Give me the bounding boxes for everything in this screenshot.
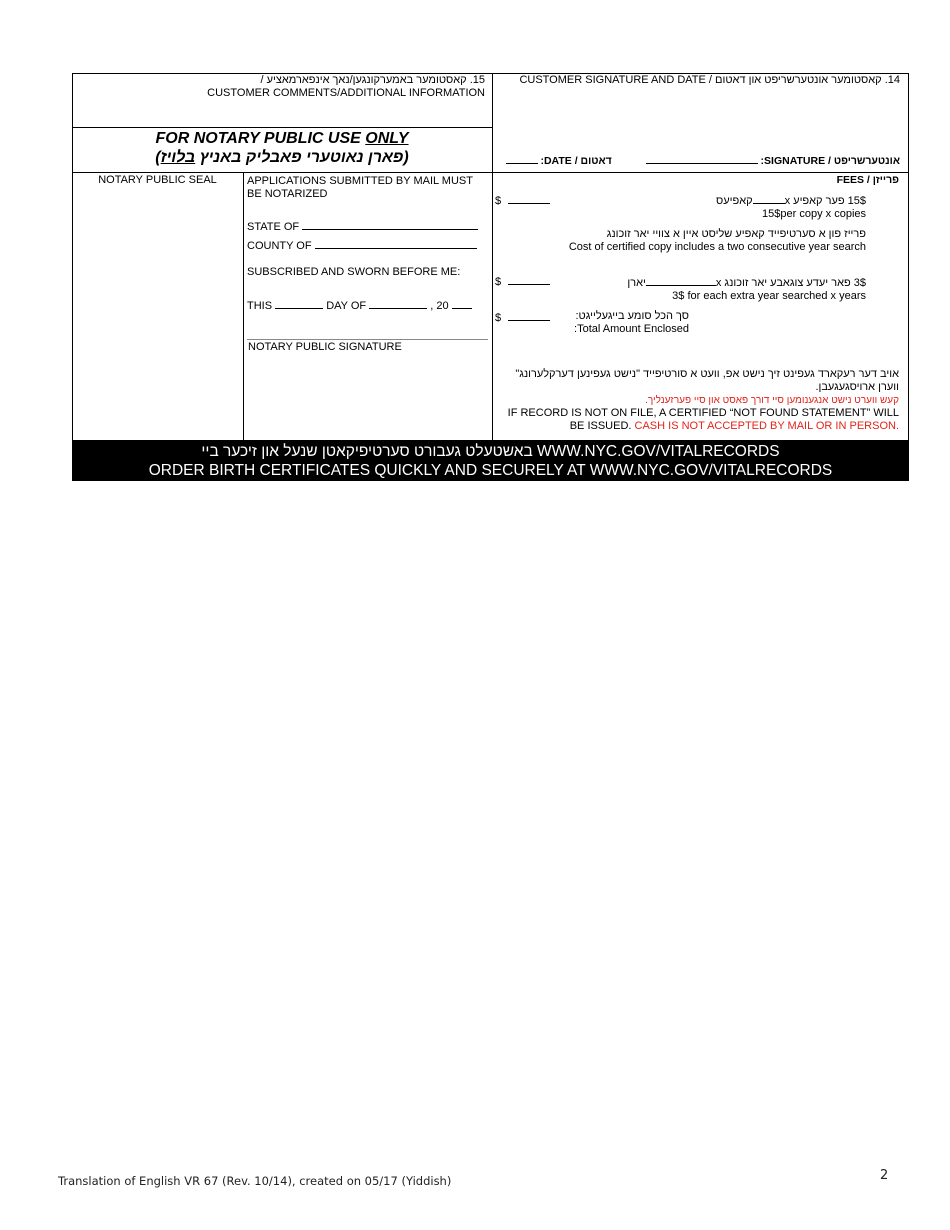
total-amount-field[interactable] bbox=[508, 310, 550, 321]
signature-field[interactable] bbox=[646, 153, 758, 164]
customer-comments-section bbox=[80, 74, 485, 100]
extra-years-fee-text: 3$ פאר יעדע צוגאבע יאר זוכונג xיארן 3$ for each extra year searched x years bbox=[560, 275, 866, 303]
total-amount-yiddish: סך הכל סומע בייגעלייגט: bbox=[575, 310, 689, 322]
customer-comments-title-english: CUSTOMER COMMENTS/ADDITIONAL INFORMATION bbox=[207, 87, 485, 99]
certified-copy-yiddish: פרייז פון א סערטיפייד קאפיע שליסט איין א צוויי יאר זוכונג bbox=[606, 228, 866, 240]
customer-comments-field[interactable] bbox=[76, 104, 488, 124]
state-field[interactable] bbox=[302, 219, 478, 230]
county-field[interactable] bbox=[315, 238, 477, 249]
customer-signature-title: 14. קאסטומער אונטערשריפט און דאטום / CUSTOMER SIGNATURE AND DATE bbox=[519, 74, 900, 86]
state-row bbox=[247, 219, 487, 234]
order-banner bbox=[72, 440, 909, 481]
divider-notary-header-bottom bbox=[72, 172, 909, 173]
banner-line-english: ORDER BIRTH CERTIFICATES QUICKLY AND SECURELY AT WWW.NYC.GOV/VITALRECORDS bbox=[148, 462, 833, 479]
customer-comments-title-yiddish: 15. קאסטומער באמערקונגען/נאך אינפארמאציע / bbox=[260, 74, 485, 86]
cash-english: CASH IS NOT ACCEPTED BY MAIL OR IN PERSON. bbox=[634, 420, 899, 432]
not-found-notice bbox=[500, 368, 899, 433]
state-label: STATE OF bbox=[247, 221, 300, 233]
copies-count-field[interactable] bbox=[753, 193, 785, 204]
banner-line-yiddish: WWW.NYC.GOV/VITALRECORDS באשטעלט געבורט סערטיפיקאטן שנעל און זיכער ביי bbox=[201, 443, 780, 460]
month-field[interactable] bbox=[369, 298, 427, 309]
copies-amount-row bbox=[495, 193, 550, 208]
notary-signature-line[interactable] bbox=[247, 339, 488, 340]
copies-fee-english: 15$per copy x copies bbox=[762, 208, 866, 220]
notary-header-english: FOR NOTARY PUBLIC USE ONLY bbox=[155, 130, 409, 147]
not-found-english: IF RECORD IS NOT ON FILE, A CERTIFIED “NOT FOUND STATEMENT” WILL BE ISSUED. CASH IS NOT ACCEPTED BY MAIL OR IN PERSON. bbox=[507, 407, 899, 432]
notary-signature-label: NOTARY PUBLIC SIGNATURE bbox=[248, 341, 402, 353]
extra-years-amount-field[interactable] bbox=[508, 274, 550, 285]
fees-title: פרייזן / FEES bbox=[836, 174, 899, 186]
signature-date-row bbox=[500, 153, 900, 168]
county-row bbox=[247, 238, 487, 253]
date-field[interactable] bbox=[506, 153, 538, 164]
cash-yiddish: קעש ווערט נישט אנגענומען סיי דורך פאסט און סיי פערזענליך. bbox=[645, 395, 899, 406]
certified-copy-english: Cost of certified copy includes a two consecutive year search bbox=[568, 241, 866, 253]
sworn-label: SUBSCRIBED AND SWORN BEFORE ME: bbox=[247, 266, 461, 278]
date-label: דאטום / DATE: bbox=[540, 155, 612, 167]
total-amount-english: :Total Amount Enclosed bbox=[574, 323, 689, 335]
notary-header bbox=[74, 129, 490, 167]
currency-symbol: $ bbox=[495, 195, 502, 207]
currency-symbol: $ bbox=[495, 276, 502, 288]
date-sworn-row bbox=[247, 298, 487, 313]
notary-seal-label: NOTARY PUBLIC SEAL bbox=[98, 174, 217, 186]
certified-copy-text bbox=[560, 228, 866, 254]
divider-center bbox=[492, 73, 493, 440]
notary-applications-note: APPLICATIONS SUBMITTED BY MAIL MUST BE NOTARIZED bbox=[247, 175, 473, 200]
copies-fee-text: 15$ פער קאפיע xקאפיעס 15$per copy x copies bbox=[560, 193, 866, 221]
year-field[interactable] bbox=[452, 298, 472, 309]
total-amount-row bbox=[495, 310, 550, 325]
extra-years-fee-english: 3$ for each extra year searched x years bbox=[672, 290, 866, 302]
signature-label: אונטערשריפט / SIGNATURE: bbox=[760, 155, 900, 167]
currency-symbol: $ bbox=[495, 312, 502, 324]
divider-comments-bottom bbox=[72, 127, 492, 128]
county-label: COUNTY OF bbox=[247, 240, 312, 252]
extra-years-count-field[interactable] bbox=[646, 275, 716, 286]
this-label: THIS bbox=[247, 300, 273, 312]
total-amount-text bbox=[560, 310, 689, 336]
copies-amount-field[interactable] bbox=[508, 193, 550, 204]
year-label: , 20 bbox=[430, 300, 449, 312]
divider-seal bbox=[243, 172, 244, 440]
extra-years-amount-row bbox=[495, 274, 550, 289]
not-found-yiddish: אויב דער רעקארד געפינט זיך נישט אפ, וועט א סורטיפייד "נישט געפינען דערקלערונג" ווערן ארויסגעגעבן. bbox=[515, 368, 899, 393]
day-of-label: DAY OF bbox=[326, 300, 367, 312]
this-day-field[interactable] bbox=[275, 298, 323, 309]
footer-translation-note: Translation of English VR 67 (Rev. 10/14), created on 05/17 (Yiddish) bbox=[58, 1174, 452, 1188]
page-number: 2 bbox=[880, 1168, 889, 1183]
notary-header-yiddish: (פארן נאוטערי פאבליק באניץ בלויז) bbox=[155, 149, 409, 166]
